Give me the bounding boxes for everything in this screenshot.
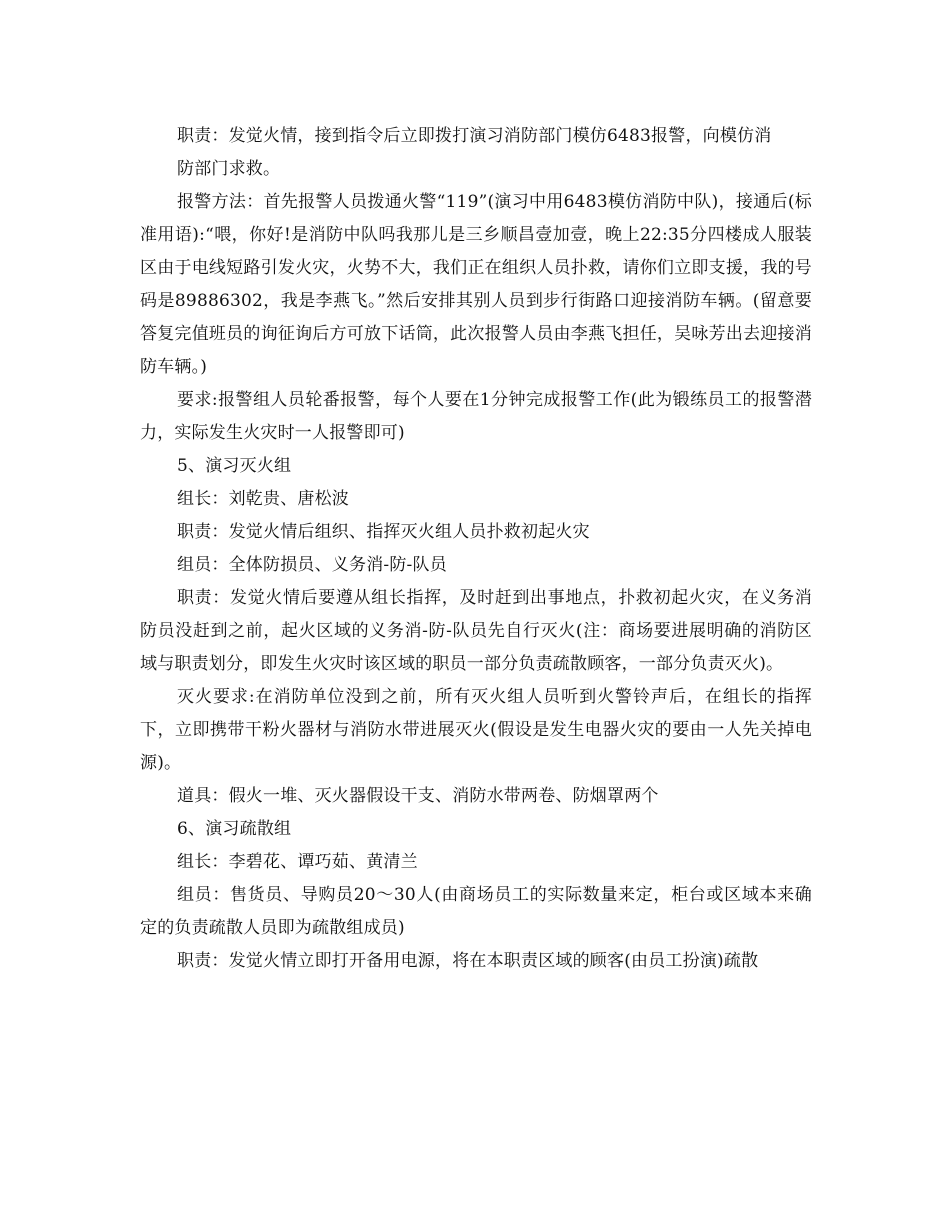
paragraph-evacuation-members: 组员：售货员、导购员20～30人(由商场员工的实际数量来定，柜台或区域本来确定的负责疏散人员即为疏散组成员): [140, 885, 812, 938]
paragraph-extinguish-members: 组员：全体防损员、义务消-防-队员: [177, 555, 447, 575]
paragraph-report-requirement: 要求:报警组人员轮番报警，每个人要在1分钟完成报警工作(此为锻练员工的报警潜力，实际发生火灾时一人报警即可): [140, 390, 812, 443]
paragraph-extinguish-requirement: 灭火要求:在消防单位没到之前，所有灭火组人员听到火警铃声后，在组长的指挥下，立即携带干粉火器材与消防水带进展灭火(假设是发生电器火灾的要由一人先关掉电源)。: [140, 687, 812, 773]
section-heading-extinguish-group: 5、演习灭火组: [177, 456, 292, 476]
paragraph-extinguish-leader-duty: 职责：发觉火情后组织、指挥灭火组人员扑救初起火灾: [177, 522, 590, 542]
section-heading-evacuation-group: 6、演习疏散组: [177, 819, 292, 839]
paragraph-duty-report-line1: 职责：发觉火情，接到指令后立即拨打演习消防部门模仿6483报警，向模仿消: [177, 126, 772, 146]
paragraph-props: 道具：假火一堆、灭火器假设干支、消防水带两卷、防烟罩两个: [177, 786, 659, 806]
paragraph-duty-report-line2: 防部门求救。: [177, 159, 281, 179]
paragraph-evacuation-duty: 职责：发觉火情立即打开备用电源，将在本职责区域的顾客(由员工扮演)疏散: [177, 951, 759, 971]
paragraph-evacuation-leader: 组长：李碧花、谭巧茹、黄清兰: [177, 852, 418, 872]
paragraph-report-method: 报警方法：首先报警人员拨通火警“119”(演习中用6483模仿消防中队)，接通后(标准用语):“喂，你好!是消防中队吗我那儿是三乡顺昌壹加壹，晚上22:35分四楼成人服装区由于电线短路引发火灾，火势不大，我们正在组织人员扑救，请你们立即支援，我的号码是89886302，我是李燕飞。”然后安排其别人员到步行街路口迎接消防车辆。(留意要答复完值班员的询征询后方可放下话筒，此次报警人员由李燕飞担任，吴咏芳出去迎接消防车辆。): [140, 192, 812, 377]
paragraph-extinguish-leader: 组长：刘乾贵、唐松波: [177, 489, 349, 509]
paragraph-extinguish-member-duty: 职责：发觉火情后要遵从组长指挥，及时赶到出事地点，扑救初起火灾，在义务消防员没赶到之前，起火区域的义务消-防-队员先自行灭火(注：商场要进展明确的消防区域与职责划分，即发生火灾时该区域的职员一部分负责疏散顾客，一部分负责灭火)。: [140, 588, 812, 674]
document-body: [140, 120, 812, 978]
